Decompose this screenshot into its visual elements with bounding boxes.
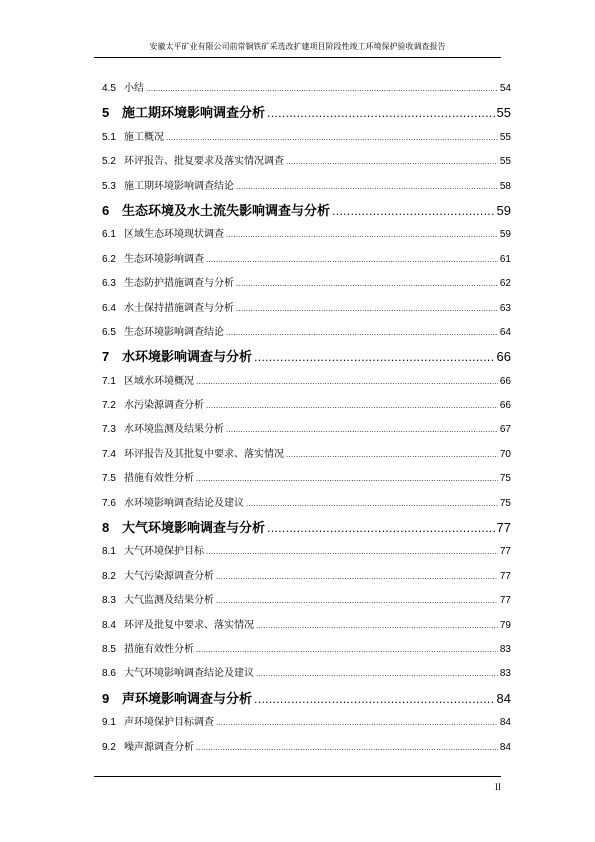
toc-entry-page: 70 (499, 448, 511, 460)
toc-entry-number: 7.2 (102, 400, 116, 412)
toc-entry-title: 水污染源调查分析 (124, 400, 204, 412)
toc-subsection-entry[interactable] (102, 321, 511, 345)
toc-dot-leader (332, 200, 495, 224)
toc-section-entry[interactable] (102, 101, 511, 125)
toc-dot-leader (236, 175, 498, 199)
toc-dot-leader (216, 589, 498, 613)
toc-subsection-entry[interactable] (102, 223, 511, 247)
toc-entry-title: 水环境影响调查结论及建议 (124, 497, 244, 509)
toc-entry-title: 大气环境保护目标 (124, 546, 204, 558)
toc-entry-title: 生态环境影响调查结论 (124, 326, 224, 338)
toc-entry-number: 7 (102, 349, 110, 365)
toc-entry-page: 66 (499, 375, 511, 387)
toc-dot-leader (256, 614, 498, 638)
toc-entry-page: 75 (499, 473, 511, 485)
toc-entry-page: 58 (499, 180, 511, 192)
toc-subsection-entry[interactable] (102, 126, 511, 150)
toc-entry-page: 83 (499, 643, 511, 655)
toc-subsection-entry[interactable] (102, 711, 511, 735)
toc-entry-title: 大气环境影响调查结论及建议 (124, 668, 254, 680)
toc-entry-number: 7.4 (102, 448, 116, 460)
page-number: II (495, 782, 501, 792)
toc-dot-leader (196, 467, 498, 491)
toc-dot-leader (196, 736, 498, 760)
toc-entry-title: 生态环境影响调查 (124, 253, 204, 265)
toc-entry-title: 环评及批复中要求、落实情况 (124, 619, 254, 631)
toc-dot-leader (236, 272, 498, 296)
toc-dot-leader (206, 394, 498, 418)
toc-entry-number: 9.2 (102, 741, 116, 753)
toc-entry-number: 6.1 (102, 229, 116, 241)
toc-entry-number: 8.5 (102, 643, 116, 655)
footer-divider (94, 776, 501, 777)
toc-subsection-entry[interactable] (102, 540, 511, 564)
toc-entry-number: 5.3 (102, 180, 116, 192)
toc-entry-page: 84 (499, 741, 511, 753)
toc-entry-page: 66 (499, 400, 511, 412)
toc-dot-leader (146, 77, 498, 101)
toc-entry-title: 声环境保护目标调查 (124, 717, 214, 729)
toc-entry-page: 79 (499, 619, 511, 631)
toc-entry-number: 8 (102, 520, 110, 536)
toc-entry-page: 55 (499, 131, 511, 143)
toc-dot-leader (216, 565, 498, 589)
toc-entry-page: 77 (499, 546, 511, 558)
toc-subsection-entry[interactable] (102, 150, 511, 174)
toc-entry-number: 6.5 (102, 326, 116, 338)
toc-dot-leader (226, 321, 498, 345)
toc-entry-page: 63 (499, 302, 511, 314)
toc-entry-title: 噪声源调查分析 (124, 741, 194, 753)
toc-entry-number: 8.3 (102, 595, 116, 607)
toc-entry-page: 61 (499, 253, 511, 265)
toc-dot-leader (254, 688, 495, 712)
toc-dot-leader (246, 492, 498, 516)
toc-subsection-entry[interactable] (102, 736, 511, 760)
toc-entry-page: 59 (496, 202, 511, 218)
toc-entry-number: 8.1 (102, 546, 116, 558)
toc-entry-page: 77 (499, 570, 511, 582)
toc-dot-leader (267, 517, 495, 541)
toc-entry-title: 生态防护措施调查与分析 (124, 278, 234, 290)
toc-entry-title: 小结 (124, 83, 144, 94)
toc-entry-title: 区域生态环境现状调查 (124, 229, 224, 241)
toc-entry-number: 8.2 (102, 570, 116, 582)
toc-dot-leader (256, 662, 498, 686)
toc-subsection-entry[interactable] (102, 443, 511, 467)
toc-entry-number: 9 (102, 690, 110, 706)
toc-entry-title: 大气污染源调查分析 (124, 570, 214, 582)
toc-entry-number: 7.6 (102, 497, 116, 509)
toc-section-entry[interactable] (102, 516, 511, 540)
toc-subsection-entry[interactable] (102, 418, 511, 442)
toc-subsection-entry[interactable] (102, 565, 511, 589)
toc-entry-title: 施工期环境影响调查分析 (122, 106, 266, 122)
toc-entry-title: 大气环境影响调查与分析 (122, 521, 266, 537)
toc-entry-page: 84 (496, 690, 511, 706)
toc-entry-page: 67 (499, 424, 511, 436)
toc-entry-title: 措施有效性分析 (124, 643, 194, 655)
toc-section-entry[interactable] (102, 199, 511, 223)
toc-section-entry[interactable] (102, 345, 511, 369)
toc-subsection-entry[interactable] (102, 370, 511, 394)
toc-entry-number: 8.6 (102, 668, 116, 680)
toc-entry-number: 5.2 (102, 156, 116, 168)
toc-entry-number: 9.1 (102, 717, 116, 729)
toc-dot-leader (196, 370, 498, 394)
toc-entry-number: 6.4 (102, 302, 116, 314)
toc-dot-leader (216, 711, 498, 735)
toc-entry-number: 7.5 (102, 473, 116, 485)
table-of-contents (102, 77, 511, 760)
toc-entry-number: 6.3 (102, 278, 116, 290)
toc-dot-leader (226, 223, 498, 247)
toc-entry-page: 54 (499, 83, 511, 94)
toc-entry-page: 55 (499, 156, 511, 168)
toc-dot-leader (196, 638, 498, 662)
toc-subsection-entry[interactable] (102, 175, 511, 199)
toc-dot-leader (254, 346, 495, 370)
toc-entry-page: 62 (499, 278, 511, 290)
toc-entry-title: 水环境影响调查与分析 (122, 350, 253, 366)
toc-section-entry[interactable] (102, 687, 511, 711)
toc-entry-page: 83 (499, 668, 511, 680)
toc-entry-page: 77 (496, 520, 511, 536)
header-title: 安徽太平矿业有限公司前常铜铁矿采选改扩建项目阶段性竣工环境保护验收调查报告 (149, 42, 446, 51)
toc-entry-title: 施工期环境影响调查结论 (124, 180, 234, 192)
toc-entry-page: 55 (496, 105, 511, 121)
toc-dot-leader (267, 102, 495, 126)
toc-entry-number: 6 (102, 202, 110, 218)
toc-subsection-entry[interactable] (102, 248, 511, 272)
page-header (94, 42, 501, 58)
toc-entry-number: 5.1 (102, 131, 116, 143)
toc-entry-title: 水土保持措施调查与分析 (124, 302, 234, 314)
toc-entry-title: 水环境监测及结果分析 (124, 424, 224, 436)
toc-entry-page: 75 (499, 497, 511, 509)
toc-entry-title: 环评报告及其批复中要求、落实情况 (124, 448, 284, 460)
toc-dot-leader (286, 443, 498, 467)
toc-subsection-entry[interactable] (102, 662, 511, 686)
toc-dot-leader (236, 297, 498, 321)
toc-entry-number: 4.5 (102, 83, 116, 94)
toc-dot-leader (206, 540, 498, 564)
toc-entry-number: 5 (102, 105, 110, 121)
toc-subsection-entry[interactable] (102, 467, 511, 491)
toc-entry-number: 6.2 (102, 253, 116, 265)
toc-entry-page: 59 (499, 229, 511, 241)
toc-entry-page: 64 (499, 326, 511, 338)
toc-entry-page: 84 (499, 717, 511, 729)
toc-entry-title: 区域水环境概况 (124, 375, 194, 387)
toc-subsection-entry[interactable] (102, 77, 511, 101)
toc-subsection-entry[interactable] (102, 492, 511, 516)
toc-subsection-entry[interactable] (102, 638, 511, 662)
toc-subsection-entry[interactable] (102, 272, 511, 296)
toc-subsection-entry[interactable] (102, 394, 511, 418)
toc-entry-number: 8.4 (102, 619, 116, 631)
toc-entry-title: 施工概况 (124, 131, 164, 143)
toc-entry-number: 7.1 (102, 375, 116, 387)
toc-entry-number: 7.3 (102, 424, 116, 436)
toc-entry-page: 66 (496, 349, 511, 365)
toc-dot-leader (226, 418, 498, 442)
toc-entry-title: 声环境影响调查与分析 (122, 691, 253, 707)
toc-dot-leader (286, 150, 498, 174)
toc-entry-title: 生态环境及水土流失影响调查与分析 (122, 203, 331, 219)
toc-entry-title: 大气监测及结果分析 (124, 595, 214, 607)
toc-subsection-entry[interactable] (102, 589, 511, 613)
toc-entry-title: 环评报告、批复要求及落实情况调查 (124, 156, 284, 168)
toc-subsection-entry[interactable] (102, 297, 511, 321)
toc-subsection-entry[interactable] (102, 614, 511, 638)
toc-entry-title: 措施有效性分析 (124, 473, 194, 485)
toc-dot-leader (206, 248, 498, 272)
toc-dot-leader (166, 126, 498, 150)
toc-entry-page: 77 (499, 595, 511, 607)
